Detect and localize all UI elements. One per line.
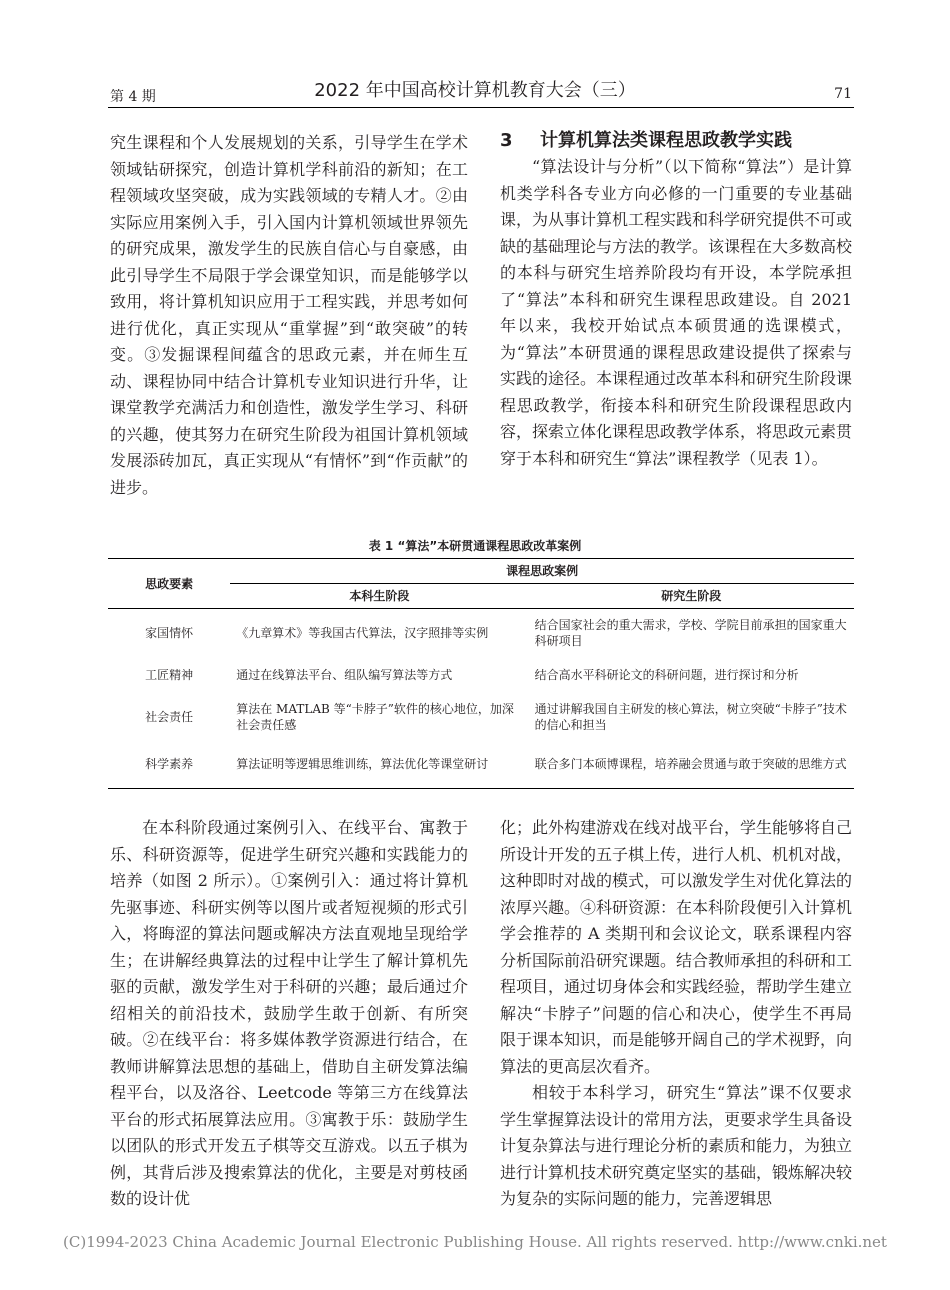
table-row — [108, 657, 854, 693]
header-rule — [108, 107, 854, 108]
cell-undergrad: 《九章算术》等我国古代算法，汉字照排等实例 — [236, 625, 489, 640]
header-cases: 课程思政案例 — [230, 559, 854, 584]
cell-element: 科学素养 — [108, 741, 230, 789]
right-column-bottom — [500, 815, 852, 1213]
page-number: 71 — [834, 86, 852, 102]
paragraph: 究生课程和个人发展规划的关系，引导学生在学术领域钻研探究，创造计算机学科前沿的新知；在工程领域攻坚突破，成为实践领域的专精人才。②由实际应用案例入手，引入国内计算机领域世界领先的研究成果，激发学生的民族自信心与自豪感，由此引导学生不局限于学会课堂知识，而是能够学以致用，将计算机知识应用于工程实践，并思考如何进行优化，真正实现从“重掌握”到“敢突破”的转变。③发掘课程间蕴含的思政元素，并在师生互动、课程协同中结合计算机专业知识进行升华，让课堂教学充满活力和创造性，激发学生学习、科研的兴趣，使其努力在研究生阶段为祖国计算机领域发展添砖加瓦，真正实现从“有情怀”到“作贡献”的进步。 — [110, 133, 468, 497]
cell-graduate: 通过讲解我国自主研发的核心算法，树立突破“卡脖子”技术的信心和担当 — [534, 701, 847, 732]
issue-label: 第 4 期 — [110, 89, 156, 105]
section-heading — [500, 128, 852, 154]
header-undergrad: 本科生阶段 — [230, 584, 528, 609]
left-column-bottom — [110, 815, 468, 1213]
copyright-footer: (C)1994-2023 China Academic Journal Electronic Publishing House. All rights reserved. http://www.cnki.net — [63, 1233, 887, 1251]
table-caption: 表 1 “算法”本研贯通课程思政改革案例 — [368, 539, 582, 553]
cell-graduate: 结合高水平科研论文的科研问题，进行探讨和分析 — [534, 667, 799, 682]
left-column-top — [110, 130, 468, 501]
page-header — [0, 0, 950, 110]
cell-element: 家国情怀 — [145, 625, 194, 640]
table-row — [108, 693, 854, 741]
table-row — [108, 741, 854, 789]
cell-undergrad: 算法在 MATLAB 等“卡脖子”软件的核心地位，加深社会责任感 — [236, 701, 514, 732]
right-column-top — [500, 128, 852, 472]
course-cases-table — [108, 558, 854, 789]
section-title: 计算机算法类课程思政教学实践 — [540, 130, 792, 151]
paragraph: 化；此外构建游戏在线对战平台，学生能够将自己所设计开发的五子棋上传，进行人机、机机对战，这种即时对战的模式，可以激发学生对优化算法的浓厚兴趣。④科研资源：在本科阶段便引入计算机学会推荐的 A 类期刊和会议论文，联系课程内容分析国际前沿研究课题。结合教师承担的科研和工程项目，通过切身体会和实践经验，帮助学生建立解决“卡脖子”问题的信心和决心，使学生不再局限于课本知识，而是能够开阔自己的学术视野，向算法的更高层次看齐。 — [500, 818, 853, 1076]
cell-graduate: 结合国家社会的重大需求，学校、学院目前承担的国家重大科研项目 — [534, 617, 847, 648]
paragraph: 相较于本科学习，研究生“算法”课不仅要求学生掌握算法设计的常用方法，更要求学生具备设计复杂算法与进行理论分析的素质和能力，为独立进行计算机技术研究奠定坚实的基础，锻炼解决较为复杂的实际问题的能力，完善逻辑思 — [500, 1083, 853, 1208]
table-row — [108, 609, 854, 657]
paragraph: 在本科阶段通过案例引入、在线平台、寓教于乐、科研资源等，促进学生研究兴趣和实践能力的培养（如图 2 所示）。①案例引入：通过将计算机先驱事迹、科研实例等以图片或者短视频的形式引入，将晦涩的算法问题或解决方法直观地呈现给学生；在讲解经典算法的过程中让学生了解计算机先驱的贡献，激发学生对于科研的兴趣；最后通过介绍相关的前沿技术，鼓励学生敢于创新、有所突破。②在线平台：将多媒体教学资源进行结合，在教师讲解算法思想的基础上，借助自主研发算法编程平台，以及洛谷、Leetcode 等第三方在线算法平台的形式拓展算法应用。③寓教于乐：鼓励学生以团队的形式开发五子棋等交互游戏。以五子棋为例，其背后涉及搜索算法的优化，主要是对剪枝函数的设计优 — [110, 818, 468, 1208]
cell-element: 社会责任 — [145, 709, 194, 724]
journal-title: 2022 年中国高校计算机教育大会（三） — [314, 80, 636, 101]
cell-graduate: 联合多门本硕博课程，培养融会贯通与敢于突破的思维方式 — [529, 741, 854, 789]
cell-undergrad: 算法证明等逻辑思维训练，算法优化等课堂研讨 — [230, 741, 528, 789]
paragraph: “算法设计与分析”（以下简称“算法”）是计算机类学科各专业方向必修的一门重要的专业基础课，为从事计算机工程实践和科学研究提供不可或缺的基础理论与方法的教学。该课程在大多数高校的本科与研究生培养阶段均有开设，本学院承担了“算法”本科和研究生课程思政建设。自 2021 年以来，我校开始试点本硕贯通的选课模式，为“算法”本研贯通的课程思政建设提供了探索与实践的途径。本课程通过改革本科和研究生阶段课程思政教学，衔接本科和研究生阶段课程思政内容，探索立体化课程思政教学体系，将思政元素贯穿于本科和研究生“算法”课程教学（见表 1）。 — [500, 157, 853, 468]
section-number: 3 — [500, 130, 513, 151]
cell-element: 工匠精神 — [145, 667, 194, 682]
cell-undergrad: 通过在线算法平台、组队编写算法等方式 — [236, 667, 453, 682]
header-graduate: 研究生阶段 — [529, 584, 854, 609]
header-element: 思政要素 — [108, 559, 230, 609]
